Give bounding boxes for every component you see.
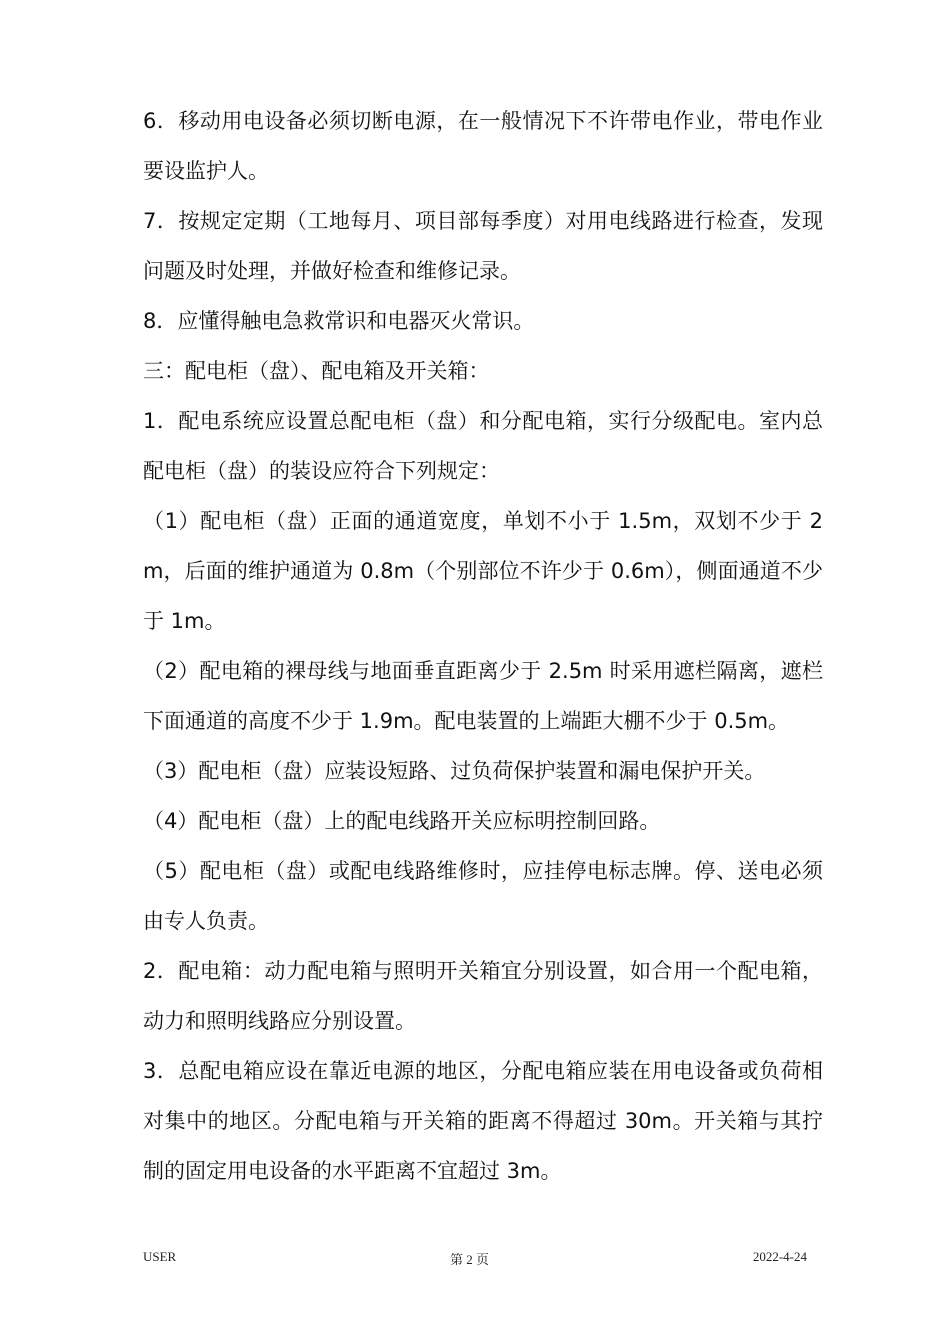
paragraph: （3）配电柜（盘）应装设短路、过负荷保护装置和漏电保护开关。 (143, 759, 766, 783)
paragraph: （4）配电柜（盘）上的配电线路开关应标明控制回路。 (143, 809, 661, 833)
footer-date: 2022-4-24 (752, 1249, 807, 1264)
paragraph: 7．按规定定期（工地每月、项目部每季度）对用电线路进行检查，发现问题及时处理，并做好检查和维修记录。 (143, 209, 823, 283)
section-heading: 三：配电柜（盘）、配电箱及开关箱： (143, 359, 490, 383)
paragraph: 2．配电箱：动力配电箱与照明开关箱宜分别设置，如合用一个配电箱，动力和照明线路应分别设置。 (143, 959, 823, 1033)
paragraph: 6．移动用电设备必须切断电源，在一般情况下不许带电作业，带电作业要设监护人。 (143, 109, 823, 183)
footer-author: USER (143, 1249, 177, 1264)
paragraph: （5）配电柜（盘）或配电线路维修时，应挂停电标志牌。停、送电必须由专人负责。 (143, 859, 823, 933)
paragraph: 1．配电系统应设置总配电柜（盘）和分配电箱，实行分级配电。室内总配电柜（盘）的装设应符合下列规定： (143, 409, 823, 483)
document-body (143, 96, 823, 1196)
paragraph: 8．应懂得触电急救常识和电器灭火常识。 (143, 309, 535, 333)
paragraph: 3．总配电箱应设在靠近电源的地区，分配电箱应装在用电设备或负荷相对集中的地区。分配电箱与开关箱的距离不得超过 30m。开关箱与其拧制的固定用电设备的水平距离不宜超过 3m。 (143, 1059, 823, 1183)
page-footer (143, 1249, 807, 1269)
footer-page-number: 第 2 页 (450, 1252, 490, 1267)
paragraph: （2）配电箱的裸母线与地面垂直距离少于 2.5m 时采用遮栏隔离，遮栏下面通道的高度不少于 1.9m。配电装置的上端距大棚不少于 0.5m。 (143, 659, 823, 733)
paragraph: （1）配电柜（盘）正面的通道宽度，单划不小于 1.5m，双划不少于 2m，后面的维护通道为 0.8m（个别部位不许少于 0.6m），侧面通道不少于 1m。 (143, 509, 823, 633)
